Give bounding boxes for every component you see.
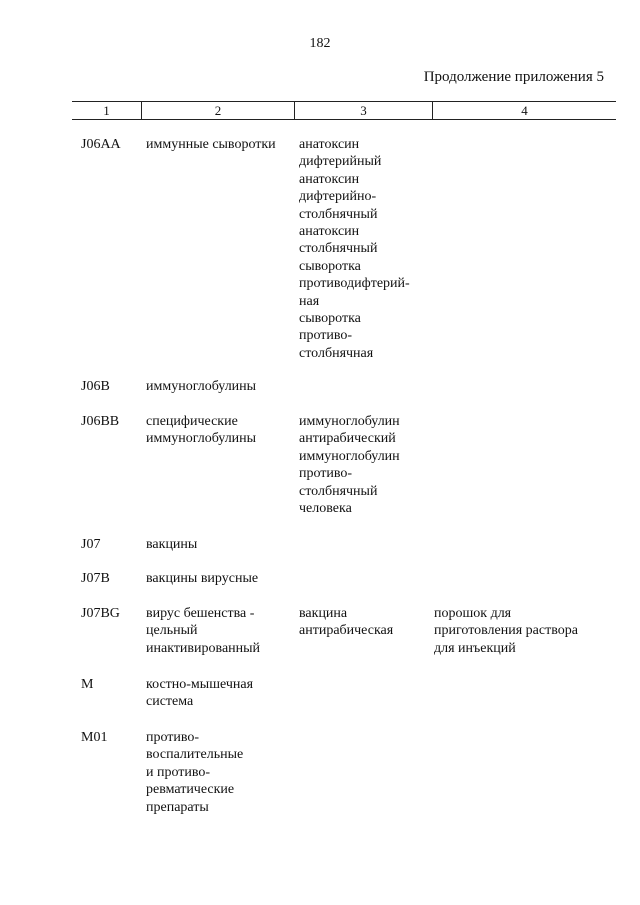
atc-group-name: вакцины вирусные (146, 571, 259, 586)
drug-name: вакцина антирабическая (299, 606, 394, 639)
atc-code: J06B (81, 379, 110, 394)
atc-code: J07BG (81, 606, 120, 621)
atc-code: M01 (81, 730, 108, 745)
header-col-2: 2 (141, 102, 294, 119)
atc-group-name: костно-мышечная система (146, 677, 254, 710)
atc-code: J07B (81, 571, 110, 586)
atc-code: J06BB (81, 414, 120, 429)
header-col-3: 3 (294, 102, 432, 119)
atc-group-name: специфические иммуноглобулины (146, 414, 257, 447)
header-col-4: 4 (432, 102, 616, 119)
atc-group-name: иммунные сыворотки (146, 137, 276, 152)
page-number: 182 (309, 36, 331, 51)
atc-group-name: противо- воспалительные и противо- ревматические препараты (146, 730, 244, 815)
atc-code: M (81, 677, 94, 692)
dosage-form: порошок для приготовления раствора для инъекций (434, 606, 578, 656)
drug-name: иммуноглобулин антирабический иммуноглобулин противо- столбнячный человека (299, 414, 400, 517)
continuation-caption: Продолжение приложения 5 (423, 69, 604, 85)
atc-code: J06AA (81, 137, 121, 152)
atc-group-name: иммуноглобулины (146, 379, 257, 394)
atc-group-name: вакцины (146, 537, 198, 552)
atc-code: J07 (81, 537, 101, 552)
drug-name: анатоксин дифтерийный анатоксин дифтерийно- столбнячный анатоксин столбнячный сыворотка противодифтерий- ная сыворотка противо- столбнячная (299, 137, 410, 361)
header-col-1: 1 (103, 103, 110, 118)
atc-group-name: вирус бешенства - цельный инактивированный (146, 606, 261, 656)
